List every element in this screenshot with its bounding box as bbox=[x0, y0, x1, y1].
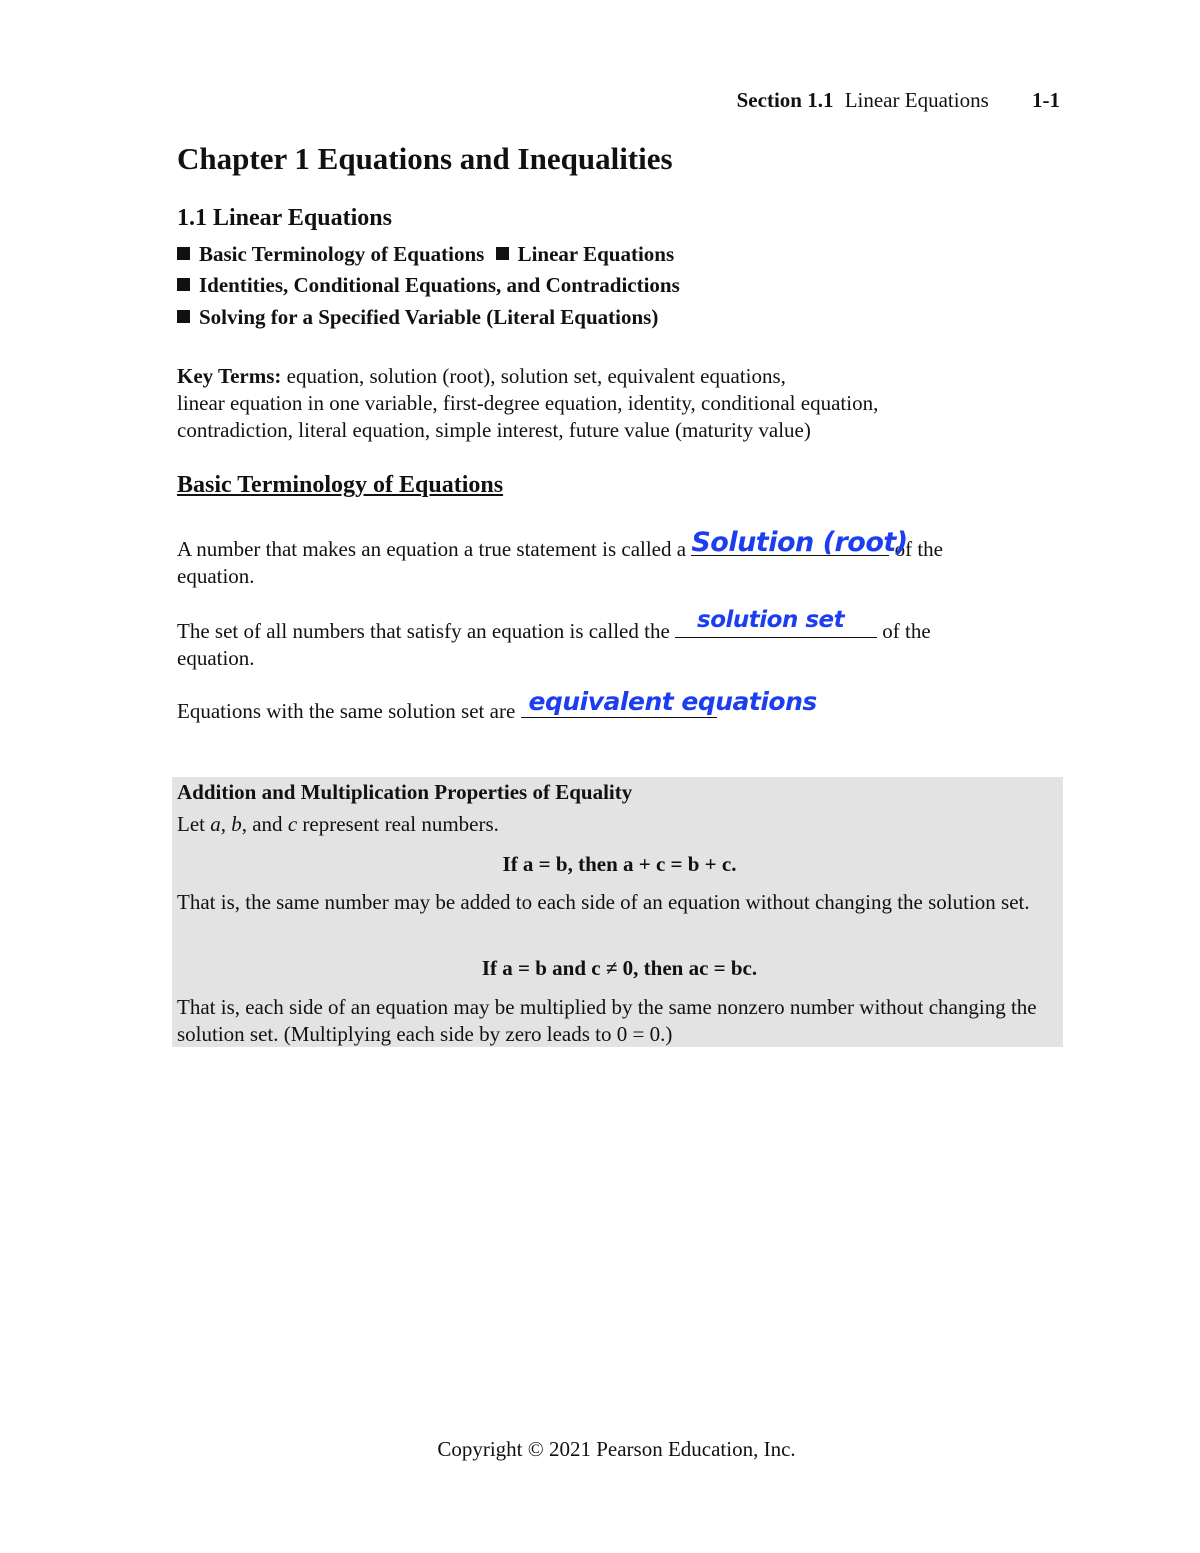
header-section-label: Section 1.1 bbox=[736, 88, 834, 112]
section-heading: 1.1 Linear Equations bbox=[177, 205, 392, 231]
properties-intro bbox=[177, 811, 499, 838]
properties-box bbox=[172, 777, 1063, 1047]
key-terms-line-2: linear equation in one variable, first-degree equation, identity, conditional equation, bbox=[177, 391, 879, 415]
variable-b: b bbox=[231, 812, 242, 836]
topic-line-2 bbox=[177, 273, 680, 298]
variable-c: c bbox=[287, 812, 298, 836]
subheading: Basic Terminology of Equations bbox=[177, 472, 504, 498]
intro-text: represent real numbers. bbox=[297, 812, 499, 836]
topic-item: Linear Equations bbox=[517, 242, 675, 266]
key-terms-line-3: contradiction, literal equation, simple interest, future value (maturity value) bbox=[177, 418, 811, 442]
key-terms bbox=[177, 363, 1057, 444]
answer-blank bbox=[691, 527, 908, 558]
topic-line-1 bbox=[177, 242, 674, 267]
multiplication-explanation: That is, each side of an equation may be multiplied by the same nonzero number without changing the solution set. (Multiplying each side by zero leads to 0 = 0.) bbox=[177, 995, 1037, 1046]
intro-text: , bbox=[220, 812, 232, 836]
square-bullet-icon bbox=[177, 278, 190, 291]
properties-title: Addition and Multiplication Properties of Equality bbox=[177, 780, 633, 804]
topic-item: Basic Terminology of Equations bbox=[199, 242, 485, 266]
chapter-title: Chapter 1 Equations and Inequalities bbox=[177, 141, 673, 176]
definition-line bbox=[177, 527, 1057, 563]
answer-blank bbox=[675, 607, 877, 638]
topic-item: Solving for a Specified Variable (Literal Equations) bbox=[199, 305, 659, 329]
key-terms-label: Key Terms: bbox=[177, 364, 282, 388]
variable-a: a bbox=[210, 812, 221, 836]
handwritten-answer: solution set bbox=[697, 607, 845, 633]
multiplication-rule: If a = b and c ≠ 0, then ac = bc. bbox=[481, 956, 758, 980]
handwritten-answer: Solution (root) bbox=[691, 527, 908, 558]
definition-line bbox=[177, 607, 1057, 645]
copyright-footer: Copyright © 2021 Pearson Education, Inc. bbox=[437, 1437, 796, 1461]
definition-continuation: equation. bbox=[177, 564, 255, 588]
handwritten-answer: equivalent equations bbox=[528, 687, 817, 716]
key-terms-text: equation, solution (root), solution set, equivalent equations, bbox=[286, 364, 786, 388]
definition-text: of the bbox=[889, 537, 943, 561]
running-head bbox=[737, 88, 1060, 113]
definition-text: Equations with the same solution set are bbox=[177, 699, 521, 723]
definition-text: of the bbox=[877, 619, 931, 643]
page-number: 1-1 bbox=[1032, 88, 1060, 112]
definition-solution bbox=[177, 527, 1057, 590]
intro-text: Let bbox=[177, 812, 211, 836]
definition-text: A number that makes an equation a true statement is called a bbox=[177, 537, 692, 561]
definition-line bbox=[177, 687, 1057, 725]
header-section-title: Linear Equations bbox=[844, 88, 989, 112]
definition-equivalent bbox=[177, 687, 1057, 725]
topic-line-3 bbox=[177, 305, 658, 330]
square-bullet-icon bbox=[177, 247, 190, 260]
square-bullet-icon bbox=[177, 310, 190, 323]
addition-rule: If a = b, then a + c = b + c. bbox=[502, 852, 737, 876]
topic-item: Identities, Conditional Equations, and Contradictions bbox=[199, 273, 680, 297]
definition-solution-set bbox=[177, 607, 1057, 672]
addition-explanation: That is, the same number may be added to each side of an equation without changing the solution set. bbox=[177, 890, 1030, 914]
definition-text: The set of all numbers that satisfy an equation is called the bbox=[177, 619, 676, 643]
answer-blank bbox=[521, 687, 817, 718]
square-bullet-icon bbox=[496, 247, 509, 260]
definition-continuation: equation. bbox=[177, 646, 255, 670]
intro-text: , and bbox=[241, 812, 288, 836]
key-terms-line-1 bbox=[177, 363, 1057, 390]
